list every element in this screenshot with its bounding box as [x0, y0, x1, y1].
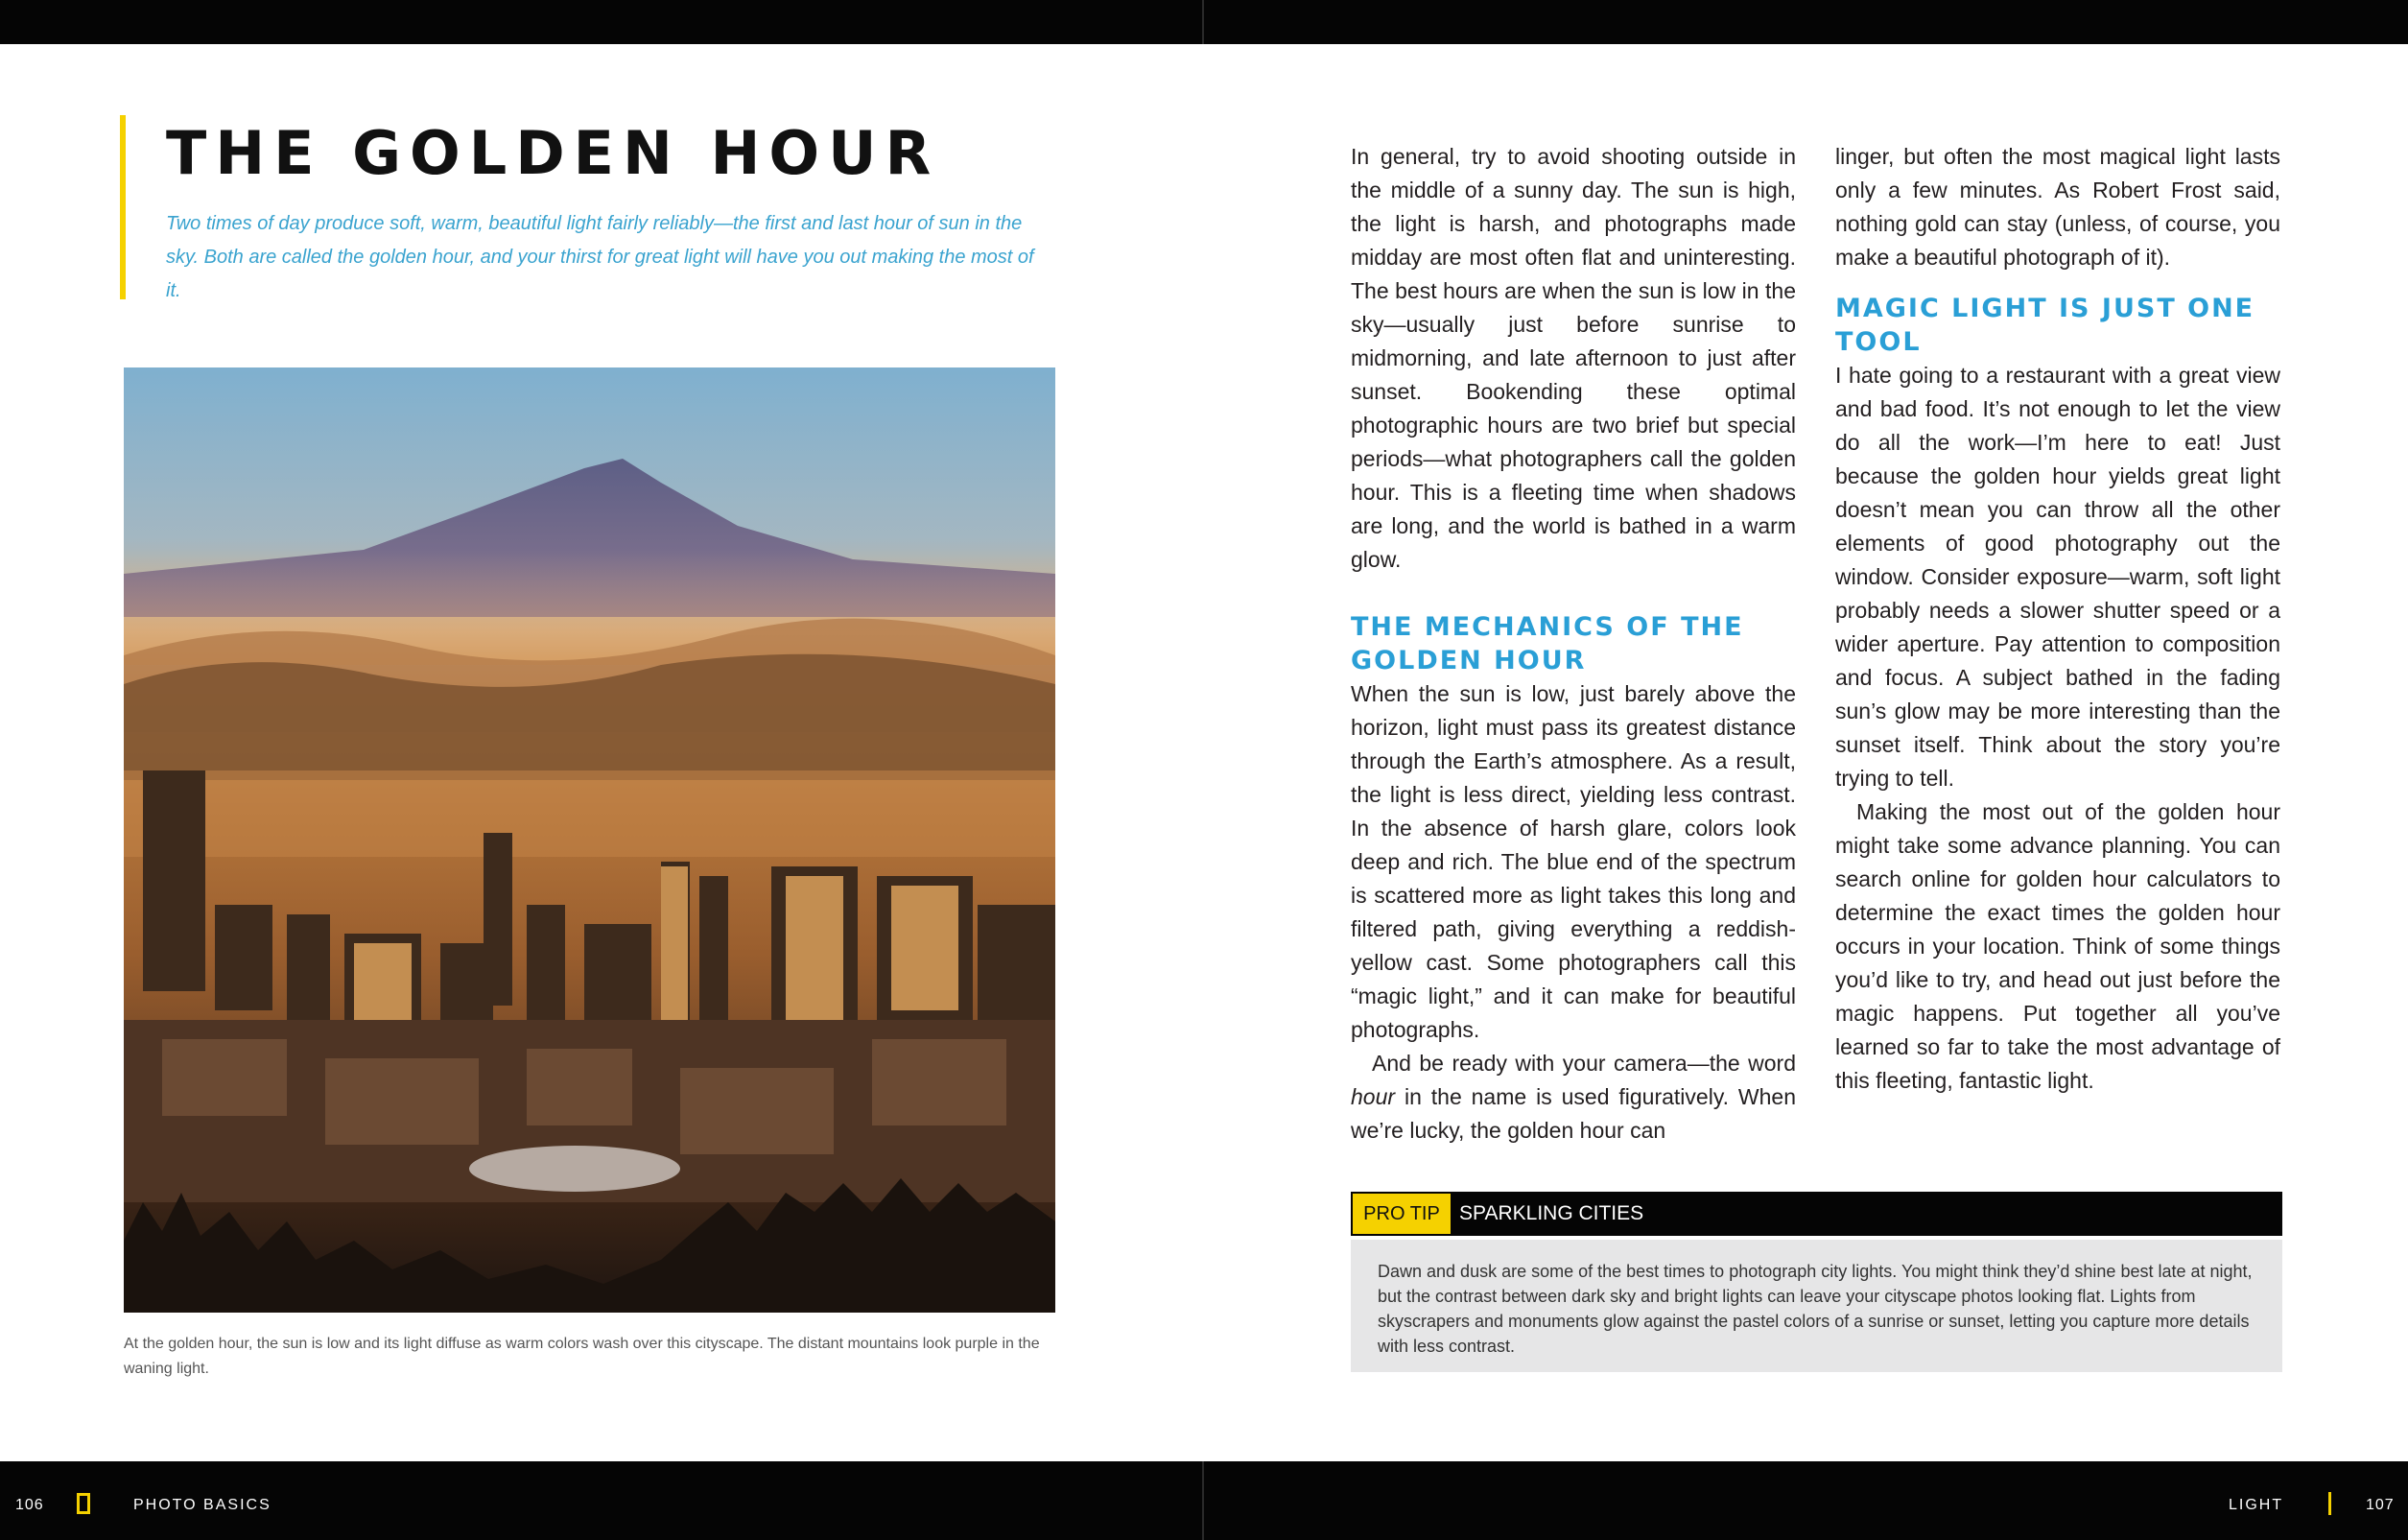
body-paragraph: When the sun is low, just barely above the horizon, light must pass its greatest distance through the Earth’s atmosphere. As a result, the light is less direct, yielding less contrast. In the absence of harsh glare, colors look deep and rich. The blue end of the spectrum is scattered more as light takes this long and filtered path, giving everything a reddish-yellow cast. Some photographers call this “magic light,” and it can make for beautiful photographs. — [1351, 681, 1796, 1042]
cityscape-photo — [124, 367, 1055, 1313]
body-paragraph: Making the most out of the golden hour might take some advance planning. You can search online for golden hour calculators to determine the exact times the golden hour occurs in your location. Think of some things you’d like to try, and head out just before the magic happens. Put together all you’ve learned so far to take the most advantage of this fleeting, fantastic light. — [1835, 799, 2280, 1093]
body-paragraph: In general, try to avoid shooting outside in the middle of a sunny day. The sun is high, the light is harsh, and photographs made midday are most often flat and uninteresting. The best hours are when the sun is low in the sky—usually just before sunrise to midmorning, and late afternoon to just after sunset. Bookending these optimal photographic hours are two brief but special periods—what photographers call the golden hour. This is a fleeting time when shadows are long, and the world is bathed in a warm glow. — [1351, 144, 1796, 572]
photo-caption: At the golden hour, the sun is low and its light diffuse as warm colors wash over this cityscape. The distant mountains look purple in the waning light. — [124, 1336, 1040, 1377]
intro-text: Two times of day produce soft, warm, beautiful light fairly reliably—the first and last hour of sun in the sky. Both are called the golden hour, and your thirst for great light will have you out making the most of it. — [166, 213, 1034, 301]
protip-box — [1351, 1240, 2282, 1372]
folio-divider-right — [2328, 1492, 2331, 1515]
spine-divider-bottom — [1202, 1461, 1204, 1540]
cityscape-illustration — [124, 367, 1055, 1313]
body-paragraph: I hate going to a restaurant with a great view and bad food. It’s not enough to let the view do all the work—I’m here to eat! Just because the golden hour yields great light doesn’t mean you can throw all the other elements of good photography out the window. Consider exposure—warm, soft light probably needs a slower shutter speed or a wider aperture. Pay attention to composition and focus. A subject bathed in the fading sun’s glow may be more interesting than the sunset itself. Think about the story you’re trying to tell. — [1835, 363, 2280, 791]
protip-text: Dawn and dusk are some of the best times to photograph city lights. You might think they’d shine best late at night, but the contrast between dark sky and bright lights can leave your cityscape photos looking flat. Lights from skyscrapers and monuments glow against the pastel colors of a sunrise or sunset, letting you capture more details with less contrast. — [1378, 1262, 2253, 1356]
bottom-black-bar — [0, 1461, 2408, 1540]
emphasis-word: hour — [1351, 1084, 1396, 1109]
section-heading-magic-light: MAGIC LIGHT IS JUST ONE TOOL — [1835, 294, 2255, 357]
yellow-border-logo-icon — [77, 1493, 90, 1514]
protip-title: SPARKLING CITIES — [1459, 1202, 1644, 1224]
title-accent-rule — [120, 115, 126, 299]
body-paragraph — [1351, 1047, 1796, 1148]
body-paragraph: linger, but often the most magical light lasts only a few minutes. As Robert Frost said, nothing gold can stay (unless, of course, you make a beautiful photograph of it). — [1835, 144, 2280, 270]
protip-tag: PRO TIP — [1353, 1194, 1451, 1234]
page-number-left: 106 — [15, 1497, 44, 1513]
spine-divider-top — [1202, 0, 1204, 44]
body-text: And be ready with your camera—the word — [1372, 1051, 1796, 1076]
text-column-2 — [1835, 140, 2280, 1098]
section-label-left: PHOTO BASICS — [133, 1497, 271, 1513]
section-heading-mechanics: THE MECHANICS OF THE GOLDEN HOUR — [1351, 612, 1744, 675]
text-column-1 — [1351, 140, 1796, 1148]
stadium — [469, 1146, 680, 1192]
section-label-right: LIGHT — [2229, 1497, 2284, 1513]
body-text: in the name is used figuratively. When we’re lucky, the golden hour can — [1351, 1084, 1796, 1143]
page-title: THE GOLDEN HOUR — [166, 118, 940, 188]
page-number-right: 107 — [2366, 1497, 2395, 1513]
top-black-bar — [0, 0, 2408, 44]
